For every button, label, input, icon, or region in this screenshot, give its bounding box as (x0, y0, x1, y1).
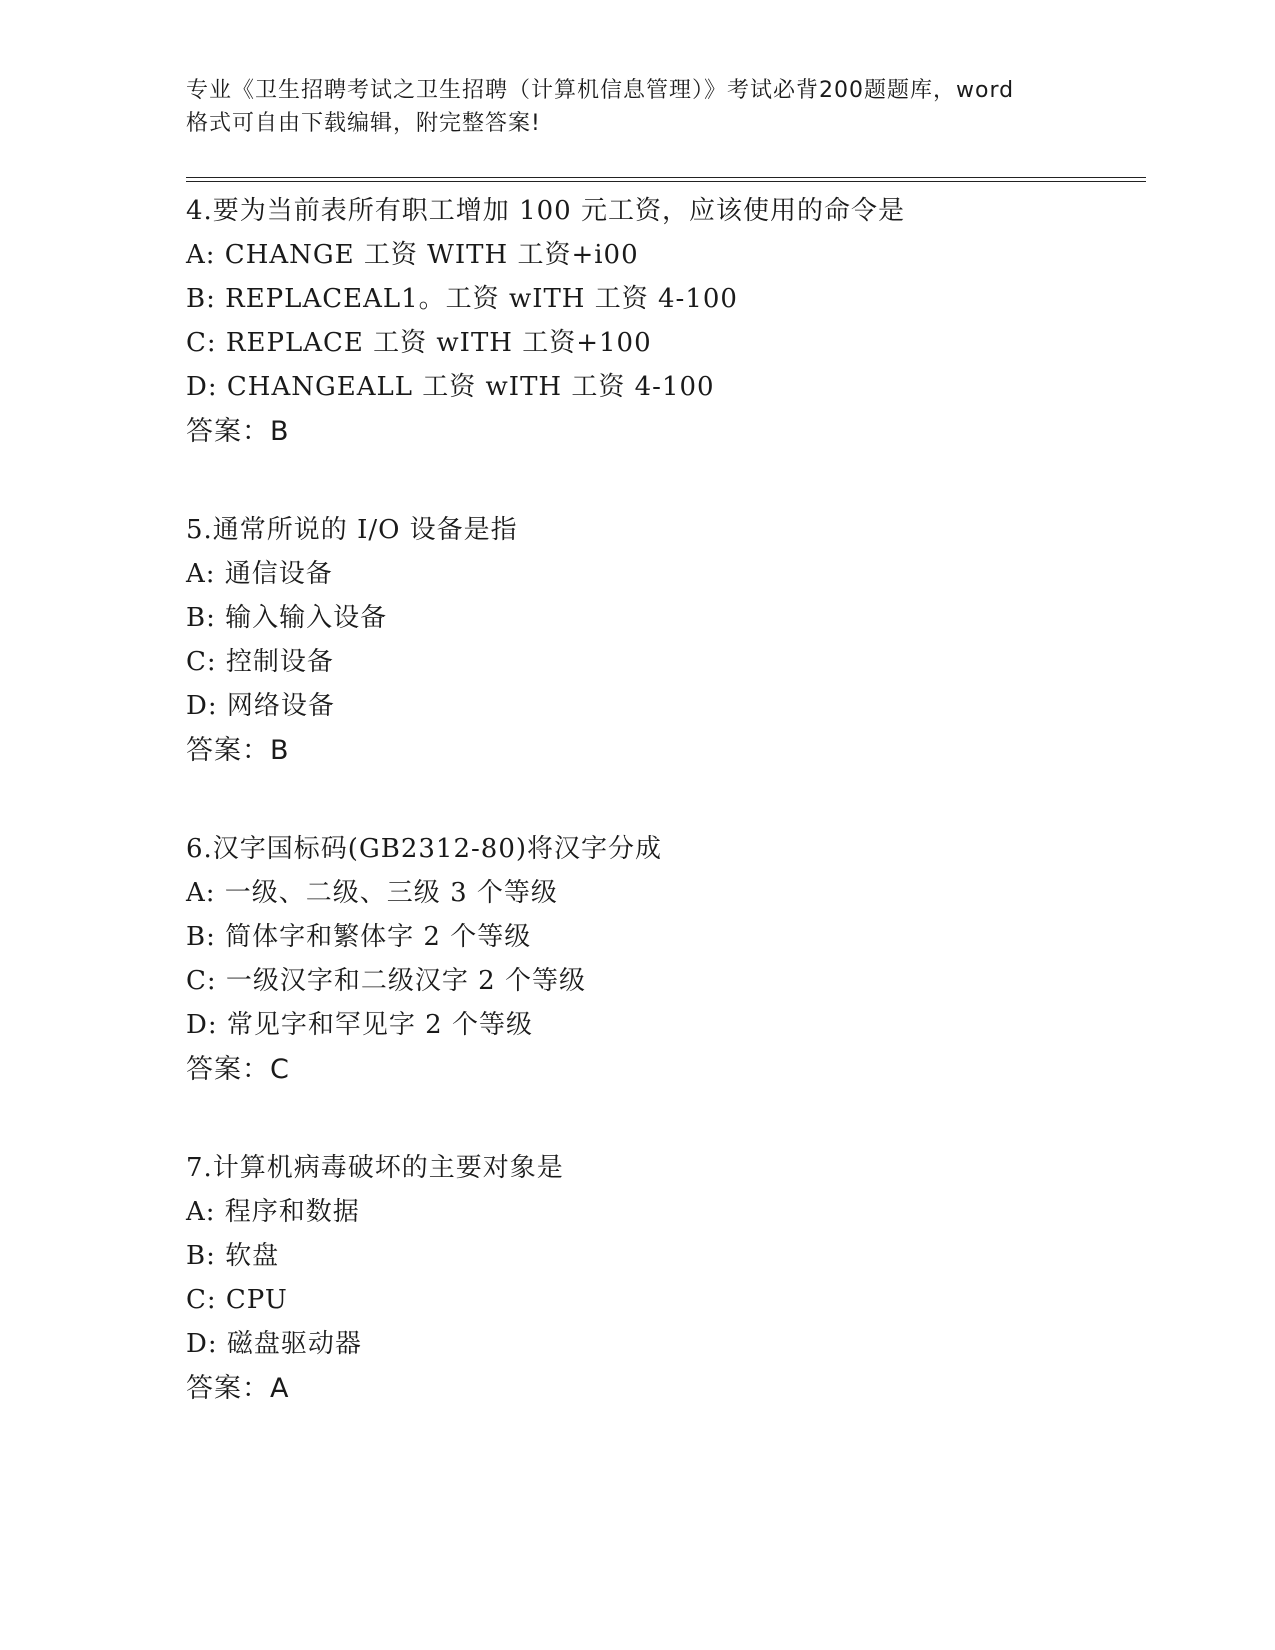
option-c: C: 控制设备 (186, 647, 334, 677)
question-block (186, 189, 1146, 455)
option-a: A: 程序和数据 (186, 1197, 360, 1227)
question-stem: 7.计算机病毒破坏的主要对象是 (186, 1153, 564, 1183)
question-stem: 6.汉字国标码(GB2312-80)将汉字分成 (186, 834, 663, 864)
option-b: B: REPLACEAL1。工资 wITH 工资 4-100 (186, 284, 738, 314)
question-stem: 4.要为当前表所有职工增加 100 元工资，应该使用的命令是 (186, 196, 905, 226)
option-d: D: 常见字和罕见字 2 个等级 (186, 1010, 533, 1040)
option-a: A: 一级、二级、三级 3 个等级 (186, 878, 558, 908)
answer-line: 答案：B (186, 735, 290, 766)
option-c: C: REPLACE 工资 wITH 工资+100 (186, 328, 652, 358)
question-stem: 5.通常所说的 I/O 设备是指 (186, 515, 518, 545)
option-a: A: 通信设备 (186, 559, 333, 589)
option-d: D: 网络设备 (186, 691, 335, 721)
question-block (186, 1146, 1146, 1412)
answer-line: 答案：A (186, 1373, 290, 1404)
header-divider-top (186, 177, 1146, 178)
option-b: B: 输入输入设备 (186, 603, 388, 633)
document-header (186, 74, 1086, 140)
question-block (186, 508, 1146, 774)
option-b: B: 简体字和繁体字 2 个等级 (186, 922, 532, 952)
option-c: C: CPU (186, 1285, 288, 1315)
answer-line: 答案：C (186, 1054, 290, 1085)
option-c: C: 一级汉字和二级汉字 2 个等级 (186, 966, 586, 996)
header-line-2: 格式可自由下载编辑，附完整答案! (186, 111, 541, 136)
option-d: D: 磁盘驱动器 (186, 1329, 362, 1359)
question-block (186, 827, 1146, 1093)
answer-line: 答案：B (186, 416, 290, 447)
option-a: A: CHANGE 工资 WITH 工资+i00 (186, 240, 639, 270)
option-b: B: 软盘 (186, 1241, 280, 1271)
header-divider-bottom (186, 181, 1146, 182)
option-d: D: CHANGEALL 工资 wITH 工资 4-100 (186, 372, 715, 402)
header-line-1: 专业《卫生招聘考试之卫生招聘（计算机信息管理）》考试必背200题题库，word (186, 78, 1015, 103)
